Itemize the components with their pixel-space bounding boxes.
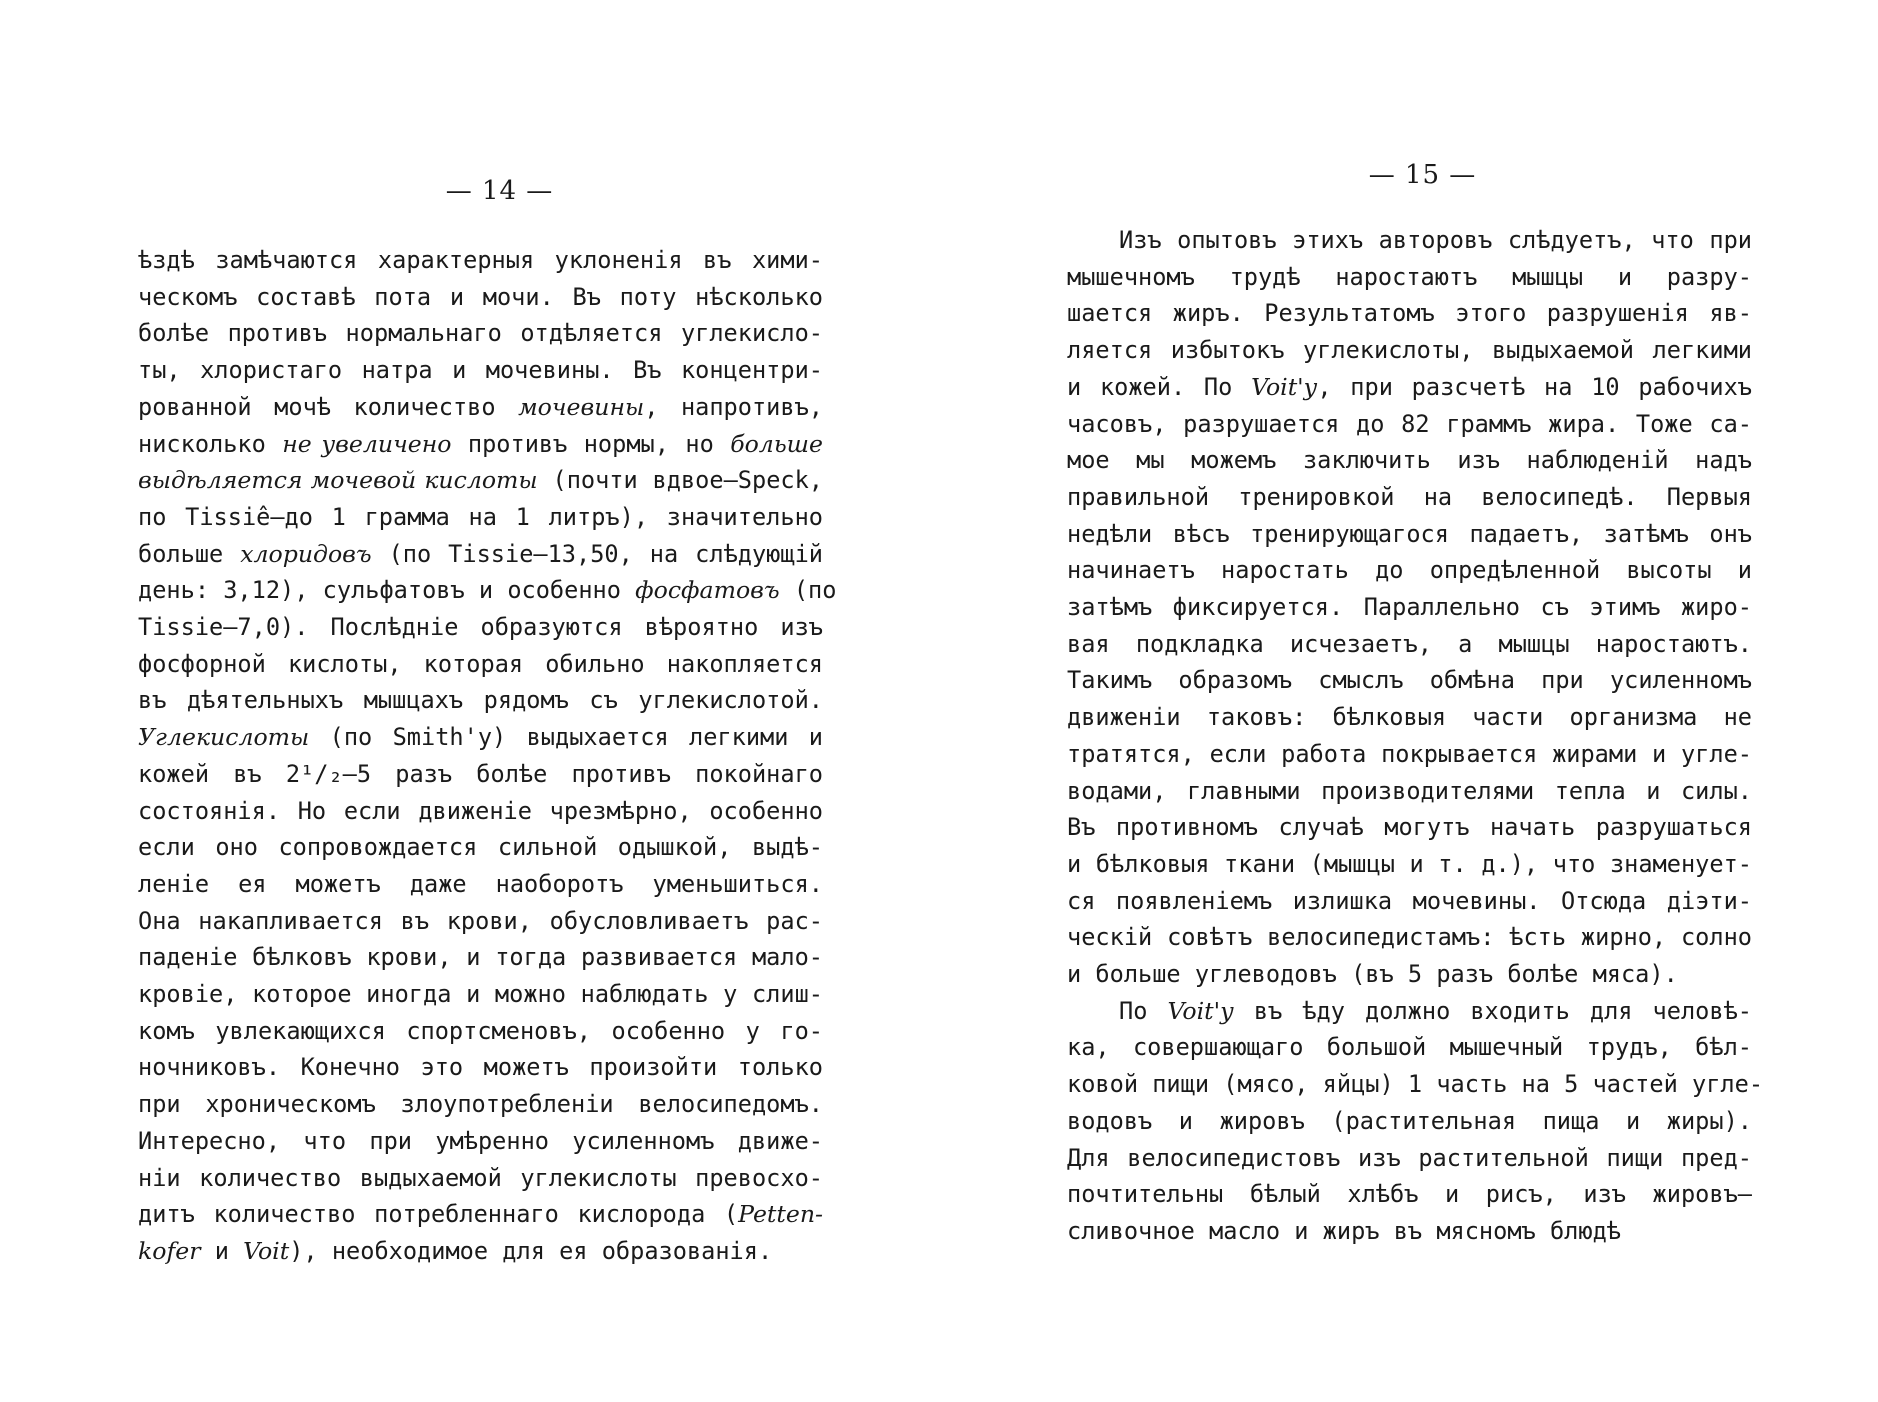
text-line bbox=[138, 609, 823, 646]
text-line bbox=[138, 682, 823, 719]
text-run: противъ нормы, но bbox=[451, 429, 731, 458]
text-run: вая подкладка исчезаетъ, а мышцы наростаютъ. bbox=[1067, 629, 1752, 658]
right-page-text bbox=[1067, 222, 1764, 1250]
text-line bbox=[138, 536, 823, 573]
text-run: ческій совѣтъ велосипедистамъ: ѣсть жирно, солно bbox=[1067, 923, 1752, 952]
text-line bbox=[1067, 295, 1752, 332]
text-line bbox=[1067, 1176, 1752, 1213]
text-line bbox=[138, 242, 823, 279]
text-line bbox=[138, 719, 823, 756]
text-run: въ ѣду должно входить для человѣ- bbox=[1233, 996, 1752, 1025]
text-run: Изъ опытовъ этихъ авторовъ слѣдуетъ, что при bbox=[1119, 226, 1752, 254]
text-line bbox=[1067, 626, 1752, 663]
text-run: Она накапливается въ крови, обусловливаетъ рас- bbox=[138, 906, 823, 935]
text-run: кровіе, которое иногда и можно наблюдать у слиш- bbox=[138, 980, 823, 1009]
text-line bbox=[138, 1196, 823, 1233]
text-run: при хроническомъ злоупотребленіи велосипедомъ. bbox=[138, 1090, 823, 1119]
text-line bbox=[1067, 442, 1752, 479]
text-line bbox=[138, 572, 837, 609]
text-line bbox=[1067, 1140, 1752, 1177]
text-run: ся появленіемъ излишка мочевины. Отсюда діэти- bbox=[1067, 886, 1752, 915]
text-run: и кожей. По bbox=[1067, 372, 1252, 401]
text-line bbox=[1067, 552, 1752, 589]
text-line bbox=[138, 866, 823, 903]
text-run: правильной тренировкой на велосипедѣ. Первыя bbox=[1067, 482, 1752, 511]
text-run: ніи количество выдыхаемой углекислоты превосхо- bbox=[138, 1163, 823, 1192]
text-run: Tissie—7,0). Послѣдніе образуются вѣроятно изъ bbox=[138, 613, 823, 642]
italic-term: фосфатовъ bbox=[635, 576, 780, 605]
text-line bbox=[1067, 589, 1752, 626]
text-line bbox=[1067, 956, 1752, 993]
italic-term: выдѣляется мочевой кислоты bbox=[138, 466, 538, 495]
text-run: комъ увлекающихся спортсменовъ, особенно у го- bbox=[138, 1016, 823, 1045]
text-run: ковой пищи (мясо, яйцы) 1 часть на 5 частей угле- bbox=[1067, 1070, 1764, 1099]
text-line bbox=[1067, 1103, 1752, 1140]
text-run: , напротивъ, bbox=[644, 392, 823, 421]
italic-term: Voit'у bbox=[1251, 372, 1318, 401]
text-run: больше bbox=[138, 539, 241, 568]
text-line bbox=[138, 1013, 823, 1050]
text-run: ка, совершающаго большой мышечный трудъ, бѣл- bbox=[1067, 1033, 1752, 1062]
italic-term: Voit bbox=[243, 1236, 290, 1265]
text-run: водами, главными производителями тепла и силы. bbox=[1067, 776, 1752, 805]
text-run: сливочное масло и жиръ въ мясномъ блюдѣ bbox=[1067, 1216, 1621, 1245]
text-run: мышечномъ трудѣ наростаютъ мышцы и разру- bbox=[1067, 262, 1752, 291]
italic-term: Petten- bbox=[738, 1200, 823, 1229]
text-run: по Tissiê—до 1 грамма на 1 литръ), значительно bbox=[138, 502, 823, 531]
text-run: шается жиръ. Результатомъ этого разрушенія яв- bbox=[1067, 299, 1752, 328]
text-line bbox=[1067, 1066, 1764, 1103]
text-run: кожей въ 2¹/₂—5 разъ болѣе противъ покойнаго bbox=[138, 759, 823, 788]
text-line bbox=[1067, 919, 1752, 956]
text-run: нисколько bbox=[138, 429, 283, 458]
text-run: болѣе противъ нормальнаго отдѣляется углекисло- bbox=[138, 319, 823, 348]
text-line bbox=[138, 939, 823, 976]
text-run: водовъ и жировъ (растительная пища и жиры). bbox=[1067, 1106, 1752, 1135]
text-run: начинаетъ наростать до опредѣленной высоты и bbox=[1067, 556, 1752, 585]
text-run: Для велосипедистовъ изъ растительной пищи пред- bbox=[1067, 1143, 1752, 1172]
italic-term: больше bbox=[730, 429, 823, 458]
text-run: и бѣлковыя ткани (мышцы и т. д.), что знаменует- bbox=[1067, 849, 1752, 878]
text-run: (по Smith'у) выдыхается легкими и bbox=[309, 723, 823, 752]
text-line bbox=[138, 499, 823, 536]
text-line bbox=[138, 389, 823, 426]
text-run: ночниковъ. Конечно это можетъ произойти только bbox=[138, 1053, 823, 1082]
text-run: недѣли вѣсъ тренирующагося падаетъ, затѣмъ онъ bbox=[1067, 519, 1752, 548]
text-run: мое мы можемъ заключить изъ наблюденій надъ bbox=[1067, 446, 1752, 475]
text-line bbox=[138, 646, 823, 683]
text-run: ческомъ составѣ пота и мочи. Въ поту нѣсколько bbox=[138, 282, 823, 311]
left-page-text bbox=[138, 242, 837, 1270]
text-run: движеніи таковъ: бѣлковыя части организма не bbox=[1067, 703, 1752, 732]
italic-term: не увеличено bbox=[282, 429, 452, 458]
text-run: состоянія. Но если движеніе чрезмѣрно, особенно bbox=[138, 796, 823, 825]
text-line bbox=[138, 1049, 823, 1086]
text-run: почтительны бѣлый хлѣбъ и рисъ, изъ жировъ— bbox=[1067, 1180, 1752, 1209]
text-run: , при разсчетѣ на 10 рабочихъ bbox=[1317, 372, 1752, 401]
text-run: рованной мочѣ количество bbox=[138, 392, 519, 421]
text-line bbox=[138, 462, 823, 499]
text-run: леніе ея можетъ даже наоборотъ уменьшиться. bbox=[138, 869, 823, 898]
italic-term: мочевины bbox=[518, 392, 645, 421]
text-run: Такимъ образомъ смыслъ обмѣна при усиленномъ bbox=[1067, 666, 1752, 695]
italic-term: Voit'у bbox=[1167, 996, 1234, 1025]
text-run: затѣмъ фиксируется. Параллельно съ этимъ жиро- bbox=[1067, 593, 1752, 622]
text-line bbox=[1067, 406, 1752, 443]
text-line bbox=[138, 1123, 823, 1160]
text-run: и больше углеводовъ (въ 5 разъ болѣе мяса). bbox=[1067, 960, 1678, 989]
page-number-right: — 15 — bbox=[1368, 160, 1477, 190]
text-line bbox=[1067, 736, 1752, 773]
text-run: и bbox=[200, 1236, 244, 1265]
text-line bbox=[138, 793, 823, 830]
text-line bbox=[1067, 883, 1752, 920]
text-line bbox=[138, 315, 823, 352]
text-run: день: 3,12), сульфатовъ и особенно bbox=[138, 576, 636, 605]
text-line bbox=[1067, 222, 1752, 259]
text-line bbox=[1067, 369, 1752, 406]
text-line bbox=[138, 903, 823, 940]
text-line bbox=[1067, 846, 1752, 883]
italic-term: Углекислоты bbox=[138, 723, 310, 752]
text-run: часовъ, разрушается до 82 граммъ жира. Тоже са- bbox=[1067, 409, 1752, 438]
text-run: По bbox=[1119, 996, 1168, 1025]
text-line bbox=[1067, 332, 1752, 369]
text-line bbox=[138, 1160, 823, 1197]
text-run: дитъ количество потребленнаго кислорода ( bbox=[138, 1200, 739, 1229]
text-line bbox=[1067, 516, 1752, 553]
text-run: въ дѣятельныхъ мышцахъ рядомъ съ углекислотой. bbox=[138, 686, 823, 715]
text-line bbox=[1067, 1213, 1752, 1250]
text-run: ), необходимое для ея образованія. bbox=[289, 1236, 773, 1265]
text-run: (по Tissie—13,50, на слѣдующій bbox=[371, 539, 823, 568]
text-line bbox=[138, 976, 823, 1013]
text-run: ты, хлористаго натра и мочевины. Въ концентри- bbox=[138, 356, 823, 385]
text-line bbox=[138, 352, 823, 389]
right-page bbox=[939, 0, 1878, 1402]
text-run: если оно сопровождается сильной одышкой, выдѣ- bbox=[138, 833, 823, 862]
text-line bbox=[138, 1233, 823, 1270]
text-run: Въ противномъ случаѣ могутъ начать разрушаться bbox=[1067, 813, 1752, 842]
text-line bbox=[1067, 993, 1752, 1030]
page-number-left: — 14 — bbox=[445, 176, 554, 206]
text-line bbox=[138, 829, 823, 866]
text-line bbox=[1067, 773, 1752, 810]
italic-term: kofer bbox=[138, 1236, 201, 1265]
text-line bbox=[1067, 1029, 1752, 1066]
italic-term: хлоридовъ bbox=[240, 539, 372, 568]
text-line bbox=[138, 1086, 823, 1123]
text-run: паденіе бѣлковъ крови, и тогда развивается мало- bbox=[138, 943, 823, 972]
text-line bbox=[1067, 259, 1752, 296]
text-line bbox=[1067, 809, 1752, 846]
text-run: тратятся, если работа покрывается жирами и угле- bbox=[1067, 739, 1752, 768]
text-line bbox=[1067, 479, 1752, 516]
text-line bbox=[1067, 662, 1752, 699]
text-line bbox=[138, 756, 823, 793]
text-run: ляется избытокъ углекислоты, выдыхаемой легкими bbox=[1067, 336, 1752, 365]
text-run: фосфорной кислоты, которая обильно накопляется bbox=[138, 649, 823, 678]
text-run: (почти вдвое—Speck, bbox=[537, 466, 824, 495]
text-run: (по bbox=[779, 576, 837, 605]
text-line bbox=[138, 426, 823, 463]
text-run: ѣздѣ замѣчаются характерныя уклоненія въ хими- bbox=[138, 246, 823, 274]
text-line bbox=[1067, 699, 1752, 736]
text-line bbox=[138, 279, 823, 316]
text-run: Интересно, что при умѣренно усиленномъ движе- bbox=[138, 1126, 823, 1155]
